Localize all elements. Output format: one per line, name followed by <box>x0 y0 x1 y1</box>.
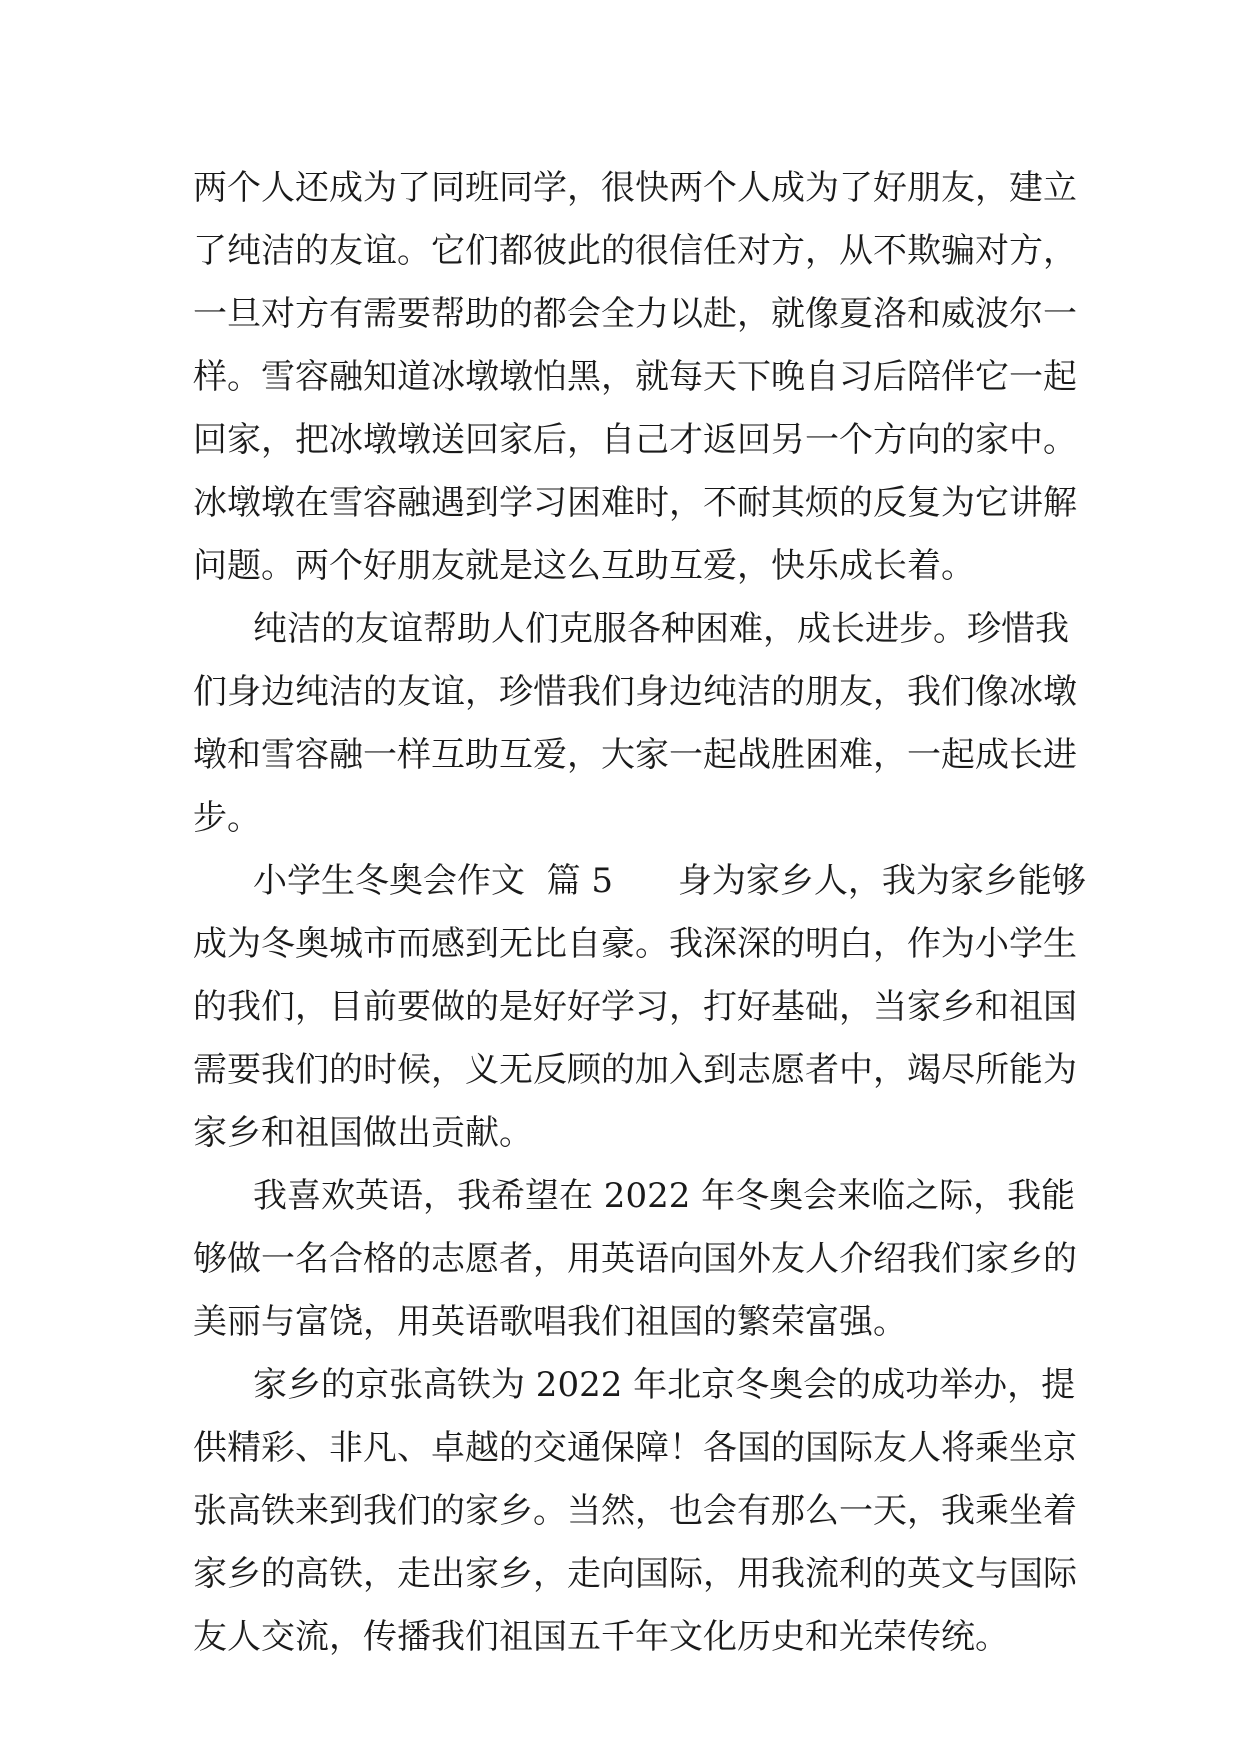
text-line-content: 们身边纯洁的友谊，珍惜我们身边纯洁的朋友，我们像冰墩 <box>193 672 1077 712</box>
text-line-content: 成为冬奥城市而感到无比自豪。我深深的明白，作为小学生 <box>193 924 1077 964</box>
text-line <box>0 158 1241 218</box>
text-line <box>0 1229 1241 1289</box>
text-line-content: 家乡的高铁，走出家乡，走向国际，用我流利的英文与国际 <box>193 1554 1077 1594</box>
text-line-content: 了纯洁的友谊。它们都彼此的很信任对方，从不欺骗对方， <box>193 231 1077 271</box>
text-line <box>0 536 1241 596</box>
text-line <box>0 788 1241 848</box>
text-line-content: 张高铁来到我们的家乡。当然，也会有那么一天，我乘坐着 <box>193 1491 1077 1531</box>
text-line <box>0 1481 1241 1541</box>
text-line-content: 我喜欢英语，我希望在 2022 年冬奥会来临之际，我能 <box>253 1176 1076 1216</box>
section-heading-line <box>0 851 1241 911</box>
text-line-content: 需要我们的时候，义无反顾的加入到志愿者中，竭尽所能为 <box>193 1050 1077 1090</box>
text-line-content: 供精彩、非凡、卓越的交通保障！各国的国际友人将乘坐京 <box>193 1428 1077 1468</box>
text-line <box>0 1544 1241 1604</box>
text-line <box>0 1607 1241 1667</box>
text-line-content: 两个人还成为了同班同学，很快两个人成为了好朋友，建立 <box>193 168 1077 208</box>
text-line-content: 美丽与富饶，用英语歌唱我们祖国的繁荣富强。 <box>193 1302 907 1342</box>
text-line <box>0 725 1241 785</box>
text-line-content: 的我们，目前要做的是好好学习，打好基础，当家乡和祖国 <box>193 987 1077 1027</box>
text-line <box>0 662 1241 722</box>
text-line-content: 冰墩墩在雪容融遇到学习困难时，不耐其烦的反复为它讲解 <box>193 483 1077 523</box>
paragraph-first-line <box>0 599 1241 659</box>
text-line-content: 步。 <box>193 798 261 838</box>
text-line <box>0 1040 1241 1100</box>
text-line-content: 小学生冬奥会作文 篇 5 身为家乡人，我为家乡能够 <box>253 861 1086 901</box>
paragraph-first-line <box>0 1355 1241 1415</box>
text-line-content: 回家，把冰墩墩送回家后，自己才返回另一个方向的家中。 <box>193 420 1077 460</box>
text-line-content: 一旦对方有需要帮助的都会全力以赴，就像夏洛和威波尔一 <box>193 294 1077 334</box>
paragraph-first-line <box>0 1166 1241 1226</box>
text-line-content: 家乡的京张高铁为 2022 年北京冬奥会的成功举办，提 <box>253 1365 1076 1405</box>
text-line-content: 纯洁的友谊帮助人们克服各种困难，成长进步。珍惜我 <box>253 609 1069 649</box>
text-line-content: 问题。两个好朋友就是这么互助互爱，快乐成长着。 <box>193 546 975 586</box>
text-line <box>0 1103 1241 1163</box>
text-line <box>0 1292 1241 1352</box>
text-line-content: 样。雪容融知道冰墩墩怕黑，就每天下晚自习后陪伴它一起 <box>193 357 1077 397</box>
text-line-content: 够做一名合格的志愿者，用英语向国外友人介绍我们家乡的 <box>193 1239 1077 1279</box>
text-line <box>0 914 1241 974</box>
text-line <box>0 977 1241 1037</box>
text-line <box>0 473 1241 533</box>
text-line-content: 墩和雪容融一样互助互爱，大家一起战胜困难，一起成长进 <box>193 735 1077 775</box>
text-line-content: 友人交流，传播我们祖国五千年文化历史和光荣传统。 <box>193 1617 1009 1657</box>
text-line <box>0 284 1241 344</box>
text-line <box>0 347 1241 407</box>
text-line-content: 家乡和祖国做出贡献。 <box>193 1113 533 1153</box>
text-line <box>0 410 1241 470</box>
text-line <box>0 221 1241 281</box>
text-line <box>0 1418 1241 1478</box>
